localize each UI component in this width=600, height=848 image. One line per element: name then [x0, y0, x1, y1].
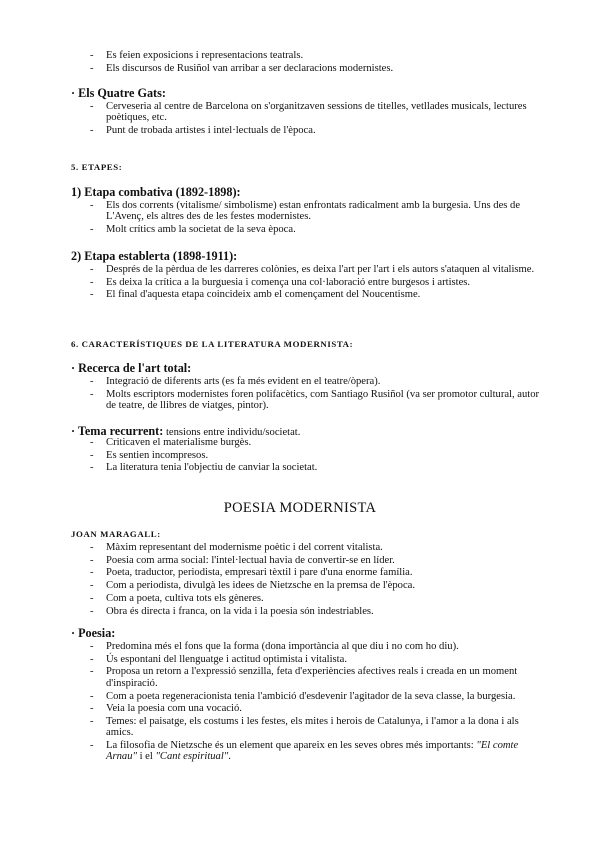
list-item: - Punt de trobada artistes i intel·lectuals de l'època. — [90, 125, 316, 137]
poesia-list — [0, 641, 600, 764]
poesia-heading: · Poesia: — [71, 626, 116, 640]
list-item: - Els discursos de Rusiñol van arribar a ser declaracions modernistes. — [90, 62, 394, 74]
list-item: - Molts escriptors modernistes foren polifacètics, com Santiago Rusiñol (va ser promotor cultural, autor de teatre, de llibres de viatges, pintor). — [90, 388, 540, 412]
etapa-combativa-list — [0, 200, 600, 237]
work-title-cant-espiritual: "Cant espiritual" — [155, 751, 229, 763]
work-title-comte-arnau: "El comte Arnau" — [106, 740, 519, 763]
list-item: - Temes: el paisatge, els costums i les festes, els mites i herois de Catalunya, i l'amor a la dona i als amics. — [90, 715, 519, 739]
etapa-combativa-heading: 1) Etapa combativa (1892-1898): — [71, 185, 241, 199]
quatre-gats-heading: · Els Quatre Gats: — [71, 86, 166, 100]
list-item: - Màxim representant del modernisme poètic i del corrent vitalista. — [90, 542, 383, 553]
top-list — [0, 50, 600, 75]
list-item: - Els dos corrents (vitalisme/ simbolisme) estan enfrontats radicalment amb la burgesia. Uns des de L'Avenç, els altres des de les festes modernistes. — [90, 200, 521, 223]
quatre-gats-list — [0, 101, 600, 138]
etapa-establerta-list — [0, 264, 600, 302]
list-item: - Com a periodista, divulgà les idees de Nietzsche en la premsa de l'època. — [90, 580, 416, 592]
tema-recurrent-heading: · Tema recurrent: tensions entre individu/societat. — [71, 424, 301, 438]
list-item: - Criticaven el materialisme burgès. — [90, 437, 252, 448]
list-item: - Com a poeta, cultiva tots els gèneres. — [90, 592, 264, 604]
list-item: - Ús espontani del llenguatge i actitud optimista i vitalista. — [90, 653, 347, 665]
list-item: - Poeta, traductor, periodista, empresari tèxtil i pare d'una enorme família. — [90, 567, 413, 579]
list-item: - Després de la pèrdua de les darreres colònies, es deixa l'art per l'art i els autors s'ataquen al vitalisme. — [90, 264, 535, 275]
list-item: - Cerveseria al centre de Barcelona on s'organitzaven sessions de titelles, vetllades musicals, lectures poètiques, etc. — [90, 101, 527, 124]
list-item: - Es deixa la crítica a la burguesia i comença una col·laboració entre burgesos i artistes. — [90, 276, 471, 288]
tema-recurrent-list — [0, 437, 600, 475]
list-item: - Integració de diferents arts (es fa més evident en el teatre/òpera). — [90, 376, 381, 387]
list-item: - Com a poeta regeneracionista tenia l'ambició d'esdevenir l'agitador de la seva classe, la burgesia. — [90, 690, 516, 702]
etapa-establerta-heading: 2) Etapa establerta (1898-1911): — [71, 249, 238, 263]
list-item: - Es feien exposicions i representacions teatrals. — [90, 50, 304, 61]
poesia-modernista-title: POESIA MODERNISTA — [223, 500, 377, 516]
caracteristiques-heading: 6. CARACTERÍSTIQUES DE LA LITERATURA MODERNISTA: — [71, 339, 354, 349]
maragall-heading: JOAN MARAGALL: — [71, 529, 161, 539]
art-total-list — [0, 376, 600, 413]
list-item: - Poesia com arma social: l'intel·lectual havia de convertir-se en líder. — [90, 554, 395, 566]
tema-recurrent-tail: tensions entre individu/societat. — [163, 427, 301, 438]
list-item: - Es sentien incompresos. — [90, 449, 209, 461]
list-item: - El final d'aquesta etapa coincideix amb el començament del Noucentisme. — [90, 289, 421, 301]
maragall-list — [0, 542, 600, 618]
list-item: - Predomina més el fons que la forma (dona importància al que diu i no com ho diu). — [90, 641, 459, 652]
list-item: - Veia la poesia com una vocació. — [90, 703, 242, 715]
list-item: - Proposa un retorn a l'expressió senzilla, feta d'experiències afectives reals i creada en un moment d'inspiració. — [90, 666, 518, 689]
art-total-heading: · Recerca de l'art total: — [71, 361, 192, 375]
etapes-heading: 5. ETAPES: — [71, 162, 123, 172]
list-item: - La filosofia de Nietzsche és un element que apareix en les seves obres més importants: "El comte Arnau" i el "Cant espiritual". — [90, 740, 519, 763]
list-item: - La literatura tenia l'objectiu de canviar la societat. — [90, 462, 318, 474]
list-item: - Molt crítics amb la societat de la seva època. — [90, 224, 296, 236]
list-item: - Obra és directa i franca, on la vida i la poesia són indestriables. — [90, 605, 374, 617]
